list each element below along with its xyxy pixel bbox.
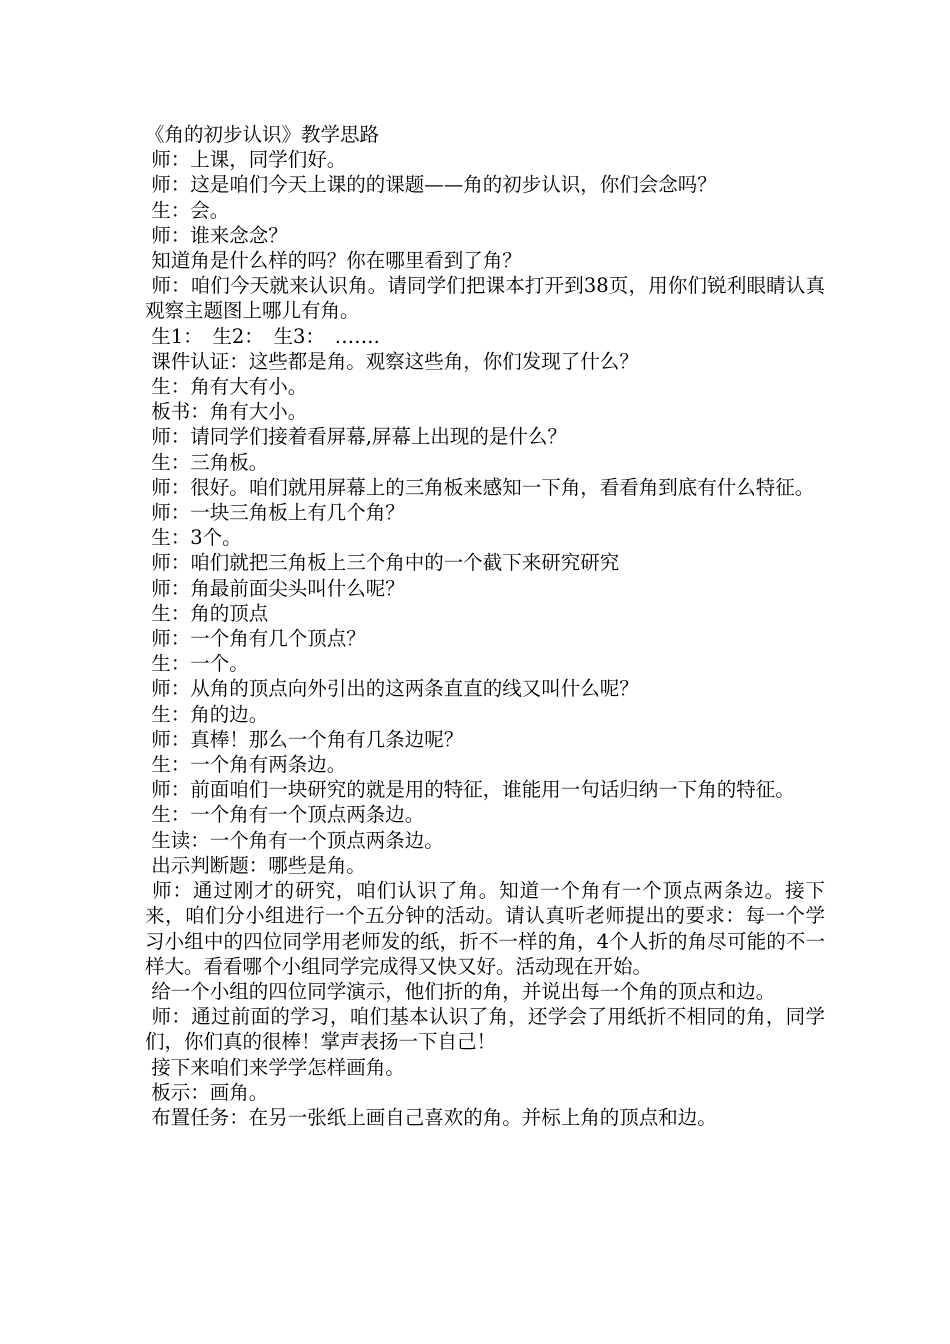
dialogue-line: 布置任务：在另一张纸上画自己喜欢的角。并标上角的顶点和边。 — [145, 1105, 717, 1129]
dialogue-line: 师：很好。咱们就用屏幕上的三角板来感知一下角，看看角到底有什么特征。 — [145, 475, 815, 499]
dialogue-line: 生：三角板。 — [145, 450, 269, 474]
dialogue-line: 师：一个角有几个顶点？ — [145, 627, 366, 651]
dialogue-line: 师：一块三角板上有几个角？ — [145, 501, 405, 525]
dialogue-line: 师：通过刚才的研究，咱们认识了角。知道一个角有一个顶点两条边。接下来，咱们分小组进行一个五分钟的活动。请认真听老师提出的要求：每一个学习小组中的四位同学用老师发的纸，折不一样的角，4个人折的角尽可能的不一样大。看看哪个小组同学完成得又快又好。活动现在开始。 — [145, 879, 825, 978]
dialogue-line: 师：请同学们接着看屏幕,屏幕上出现的是什么？ — [145, 425, 567, 449]
dialogue-line: 师：前面咱们一块研究的就是用的特征，谁能用一句话归纳一下角的特征。 — [145, 778, 795, 802]
dialogue-line: 接下来咱们来学学怎样画角。 — [145, 1055, 405, 1079]
document-title: 《角的初步认识》教学思路 — [145, 123, 380, 146]
dialogue-line: 生：一个角有一个顶点两条边。 — [145, 803, 425, 827]
dialogue-line: 师：上课，同学们好。 — [145, 148, 347, 172]
dialogue-line: 生：角的顶点 — [145, 601, 269, 625]
dialogue-line: 师：角最前面尖头叫什么呢？ — [145, 576, 405, 600]
dialogue-line: 板示：画角。 — [145, 1080, 269, 1104]
dialogue-line: 知道角是什么样的吗？你在哪里看到了角？ — [145, 249, 522, 273]
dialogue-line: 板书：角有大小。 — [145, 400, 308, 424]
dialogue-line: 师：这是咱们今天上课的的课题——角的初步认识，你们会念吗？ — [145, 173, 717, 197]
dialogue-line: 师：咱们今天就来认识角。请同学们把课本打开到38页，用你们锐利眼睛认真观察主题图上哪儿有角。 — [145, 274, 825, 323]
dialogue-line: 生：一个角有两条边。 — [145, 753, 347, 777]
dialogue-line: 给一个小组的四位同学演示，他们折的角，并说出每一个角的顶点和边。 — [145, 979, 776, 1003]
dialogue-line: 师：谁来念念？ — [145, 223, 288, 247]
dialogue-line: 师：真棒！那么一个角有几条边呢？ — [145, 727, 464, 751]
dialogue-line: 师：通过前面的学习，咱们基本认识了角，还学会了用纸折不相同的角，同学们，你们真的很棒！掌声表扬一下自己！ — [145, 1005, 825, 1054]
document-body — [145, 122, 825, 1130]
dialogue-line: 师：咱们就把三角板上三个角中的一个截下来研究研究 — [145, 551, 620, 575]
dialogue-line: 出示判断题：哪些是角。 — [145, 853, 366, 877]
dialogue-line: 课件认证：这些都是角。观察这些角，你们发现了什么？ — [145, 349, 639, 373]
dialogue-line: 生1： 生2： 生3： ……. — [145, 324, 380, 348]
dialogue-line: 生：角有大有小。 — [145, 375, 308, 399]
dialogue-line: 生：一个。 — [145, 652, 249, 676]
dialogue-line: 生：会。 — [145, 198, 230, 222]
dialogue-line: 生：角的边。 — [145, 702, 269, 726]
dialogue-line: 生读：一个角有一个顶点两条边。 — [145, 828, 444, 852]
dialogue-line: 师：从角的顶点向外引出的这两条直直的线又叫什么呢？ — [145, 677, 639, 701]
dialogue-line: 生：3个。 — [145, 526, 242, 550]
